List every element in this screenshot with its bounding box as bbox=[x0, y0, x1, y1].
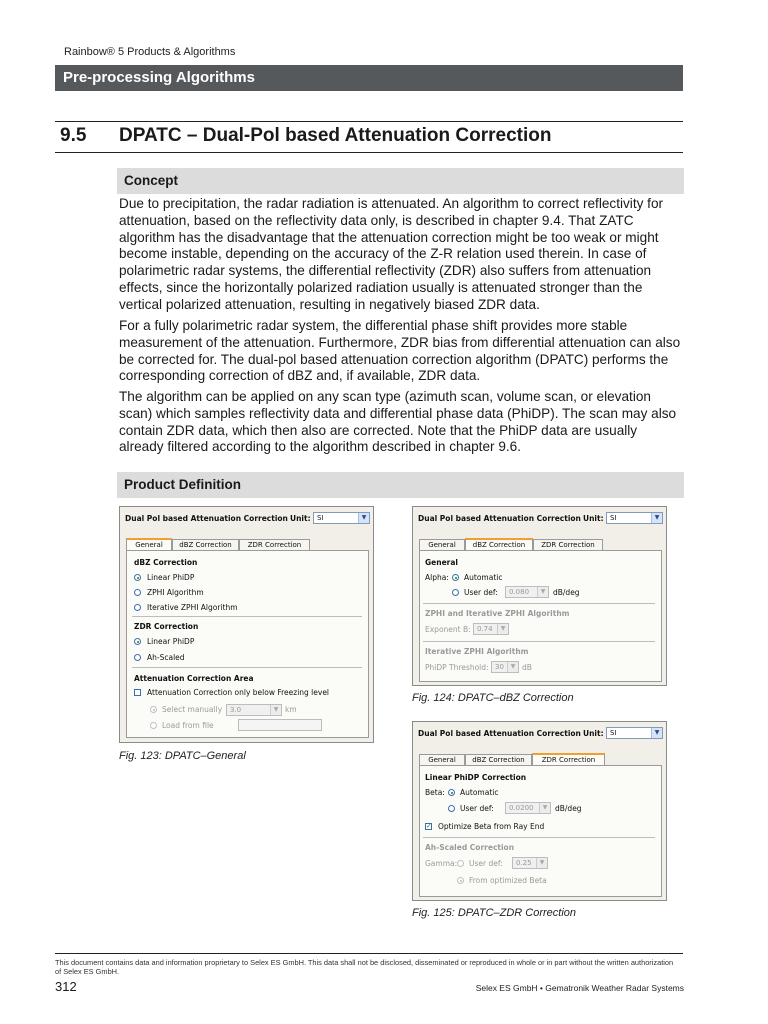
alpha-automatic-label: Automatic bbox=[464, 573, 503, 582]
dbz-correction-group: dBZ Correction bbox=[134, 558, 198, 567]
section-top-rule bbox=[55, 121, 683, 122]
separator bbox=[132, 616, 362, 617]
product-definition-heading: Product Definition bbox=[117, 472, 684, 498]
chevron-down-icon: ▼ bbox=[358, 513, 369, 523]
section-bottom-rule bbox=[55, 152, 683, 153]
beta-automatic-label: Automatic bbox=[460, 788, 499, 797]
page-number: 312 bbox=[55, 979, 77, 994]
unit-select[interactable]: SI ▼ bbox=[313, 512, 370, 524]
unit-select[interactable]: SI ▼ bbox=[606, 727, 663, 739]
linear-phidp-group: Linear PhiDP Correction bbox=[425, 773, 527, 782]
exponent-select[interactable]: 0.74 ▼ bbox=[473, 623, 509, 635]
chevron-down-icon: ▼ bbox=[539, 803, 550, 813]
exponent-label: Exponent B: bbox=[425, 625, 471, 634]
unit-label: Unit: bbox=[290, 514, 311, 523]
beta-value-spinner[interactable]: 0.0200 ▼ bbox=[505, 802, 551, 814]
threshold-unit: dB bbox=[522, 663, 532, 672]
concept-paragraph-2: For a fully polarimetric radar system, the differential phase shift provides more stable measurement of the attenuation. Furthermore, ZDR bias from differential attenuation can also be corrected for. The dual-pol based attenuation correction algorithm (DPATC) performs the corresponding correction of dBZ and, if available, ZDR data. bbox=[119, 318, 681, 384]
tab-zdr-correction[interactable]: ZDR Correction bbox=[533, 539, 603, 551]
caption-fig-124: Fig. 124: DPATC–dBZ Correction bbox=[412, 692, 574, 704]
zdr-linear-phidp-radio[interactable] bbox=[134, 638, 141, 645]
dialog-zdr-correction bbox=[412, 721, 667, 901]
tab-zdr-correction[interactable]: ZDR Correction bbox=[532, 753, 605, 765]
tab-dbz-correction[interactable]: dBZ Correction bbox=[172, 539, 239, 551]
height-select[interactable]: 3.0 ▼ bbox=[226, 704, 282, 716]
alpha-label: Alpha: bbox=[425, 573, 449, 582]
iterative-zphi-group: Iterative ZPHI Algorithm bbox=[425, 647, 529, 656]
dbz-linear-phidp-label: Linear PhiDP bbox=[147, 573, 195, 582]
caption-fig-125: Fig. 125: DPATC–ZDR Correction bbox=[412, 907, 577, 919]
alpha-user-def-radio[interactable] bbox=[452, 589, 459, 596]
tab-general[interactable]: General bbox=[419, 754, 465, 766]
alpha-automatic-radio[interactable] bbox=[452, 574, 459, 581]
unit-select[interactable]: SI ▼ bbox=[606, 512, 663, 524]
beta-user-def-radio[interactable] bbox=[448, 805, 455, 812]
chevron-down-icon: ▼ bbox=[651, 513, 662, 523]
separator bbox=[423, 641, 655, 642]
zdr-ah-scaled-radio[interactable] bbox=[134, 654, 141, 661]
tab-general[interactable]: General bbox=[419, 539, 465, 551]
attenuation-area-group: Attenuation Correction Area bbox=[134, 674, 254, 683]
unit-label: Unit: bbox=[583, 514, 604, 523]
separator bbox=[423, 603, 655, 604]
zdr-correction-group: ZDR Correction bbox=[134, 622, 199, 631]
select-manually-radio[interactable] bbox=[150, 706, 157, 713]
chevron-down-icon: ▼ bbox=[507, 662, 518, 672]
tab-dbz-correction[interactable]: dBZ Correction bbox=[465, 538, 533, 550]
document-title: Rainbow® 5 Products & Algorithms bbox=[64, 46, 236, 58]
chevron-down-icon: ▼ bbox=[497, 624, 508, 634]
optimize-beta-label: Optimize Beta from Ray End bbox=[438, 822, 545, 831]
select-manually-label: Select manually bbox=[162, 705, 223, 714]
from-optimized-beta-radio[interactable] bbox=[457, 877, 464, 884]
load-from-file-radio[interactable] bbox=[150, 722, 157, 729]
freezing-level-label: Attenuation Correction only below Freezing level bbox=[147, 688, 330, 697]
chevron-down-icon: ▼ bbox=[536, 858, 547, 868]
chevron-down-icon: ▼ bbox=[270, 705, 281, 715]
tab-general[interactable]: General bbox=[126, 538, 172, 550]
concept-paragraph-3: The algorithm can be applied on any scan type (azimuth scan, volume scan, or elevation scan) which samples reflectivity data and differential phase data (PhiDP). The scan may also contain ZDR data, which then also are corrected. Note that the PhiDP data are usually already filtered according to the algorithm described in chapter 9.6. bbox=[119, 389, 677, 455]
beta-user-def-label: User def: bbox=[460, 804, 494, 813]
separator bbox=[132, 667, 362, 668]
dbz-zphi-label: ZPHI Algorithm bbox=[147, 588, 204, 597]
load-from-file-label: Load from file bbox=[162, 721, 214, 730]
footer-rule bbox=[55, 953, 683, 954]
separator bbox=[423, 837, 655, 838]
dbz-iterative-zphi-radio[interactable] bbox=[134, 604, 141, 611]
from-optimized-beta-label: From optimized Beta bbox=[469, 876, 547, 885]
alpha-user-def-label: User def: bbox=[464, 588, 498, 597]
concept-paragraph-1: Due to precipitation, the radar radiation is attenuated. An algorithm to correct reflectivity for attenuation, based on the reflectivity data only, is described in chapter 9.4. That ZATC algorithm has the disadvantage that the attenuation correction might be too weak or might become instable, depending on the accuracy of the Z-R relation used therein. In case of polarimetric radar systems, the differential reflectivity (ZDR) also suffers from attenuation effects, since the horizontally polarized radiation usually is attenuated stronger than the vertical polarized attenuation, resulting in negatively biased ZDR data. bbox=[119, 196, 664, 312]
beta-automatic-radio[interactable] bbox=[448, 789, 455, 796]
dialog-title: Dual Pol based Attenuation Correction bbox=[418, 514, 581, 523]
zdr-ah-scaled-label: Ah-Scaled bbox=[147, 653, 185, 662]
unit-label: Unit: bbox=[583, 729, 604, 738]
ah-scaled-group: Ah-Scaled Correction bbox=[425, 843, 515, 852]
freezing-level-checkbox[interactable] bbox=[134, 689, 141, 696]
alpha-value-spinner[interactable]: 0.080 ▼ bbox=[505, 586, 549, 598]
chapter-bar: Pre-processing Algorithms bbox=[55, 65, 683, 91]
tab-dbz-correction[interactable]: dBZ Correction bbox=[465, 754, 532, 766]
gamma-user-def-radio[interactable] bbox=[457, 860, 464, 867]
gamma-user-def-label: User def: bbox=[469, 859, 503, 868]
optimize-beta-checkbox[interactable]: ✓ bbox=[426, 822, 432, 830]
dialog-title: Dual Pol based Attenuation Correction bbox=[418, 729, 581, 738]
phidp-threshold-select[interactable]: 30 ▼ bbox=[491, 661, 519, 673]
dbz-zphi-radio[interactable] bbox=[134, 589, 141, 596]
section-title: DPATC – Dual-Pol based Attenuation Correction bbox=[119, 125, 552, 146]
company-name: Selex ES GmbH • Gematronik Weather Radar Systems bbox=[475, 983, 684, 993]
phidp-threshold-label: PhiDP Threshold: bbox=[425, 663, 489, 672]
dbz-iterative-zphi-label: Iterative ZPHI Algorithm bbox=[147, 603, 238, 612]
concept-heading: Concept bbox=[117, 168, 684, 194]
file-path-input[interactable] bbox=[238, 719, 322, 731]
chevron-down-icon: ▼ bbox=[651, 728, 662, 738]
chevron-down-icon: ▼ bbox=[537, 587, 548, 597]
caption-fig-123: Fig. 123: DPATC–General bbox=[119, 750, 246, 762]
dialog-dbz-correction bbox=[412, 506, 667, 686]
alpha-unit: dB/deg bbox=[553, 588, 580, 597]
beta-unit: dB/deg bbox=[555, 804, 582, 813]
zdr-linear-phidp-label: Linear PhiDP bbox=[147, 637, 195, 646]
beta-label: Beta: bbox=[425, 788, 445, 797]
height-unit: km bbox=[285, 705, 297, 714]
zphi-group: ZPHI and Iterative ZPHI Algorithm bbox=[425, 609, 570, 618]
gamma-select[interactable]: 0.25 ▼ bbox=[512, 857, 548, 869]
dbz-linear-phidp-radio[interactable] bbox=[134, 574, 141, 581]
proprietary-notice: This document contains data and information proprietary to Selex ES GmbH. This data shall not be disclosed, disseminated or reproduced in whole or in part without the written authorization of Selex ES GmbH. bbox=[55, 958, 674, 976]
gamma-label: Gamma: bbox=[425, 859, 458, 868]
section-number: 9.5 bbox=[60, 125, 87, 146]
dialog-title: Dual Pol based Attenuation Correction bbox=[125, 514, 288, 523]
dialog-general bbox=[119, 506, 374, 743]
general-group: General bbox=[425, 558, 458, 567]
tab-zdr-correction[interactable]: ZDR Correction bbox=[239, 539, 310, 551]
